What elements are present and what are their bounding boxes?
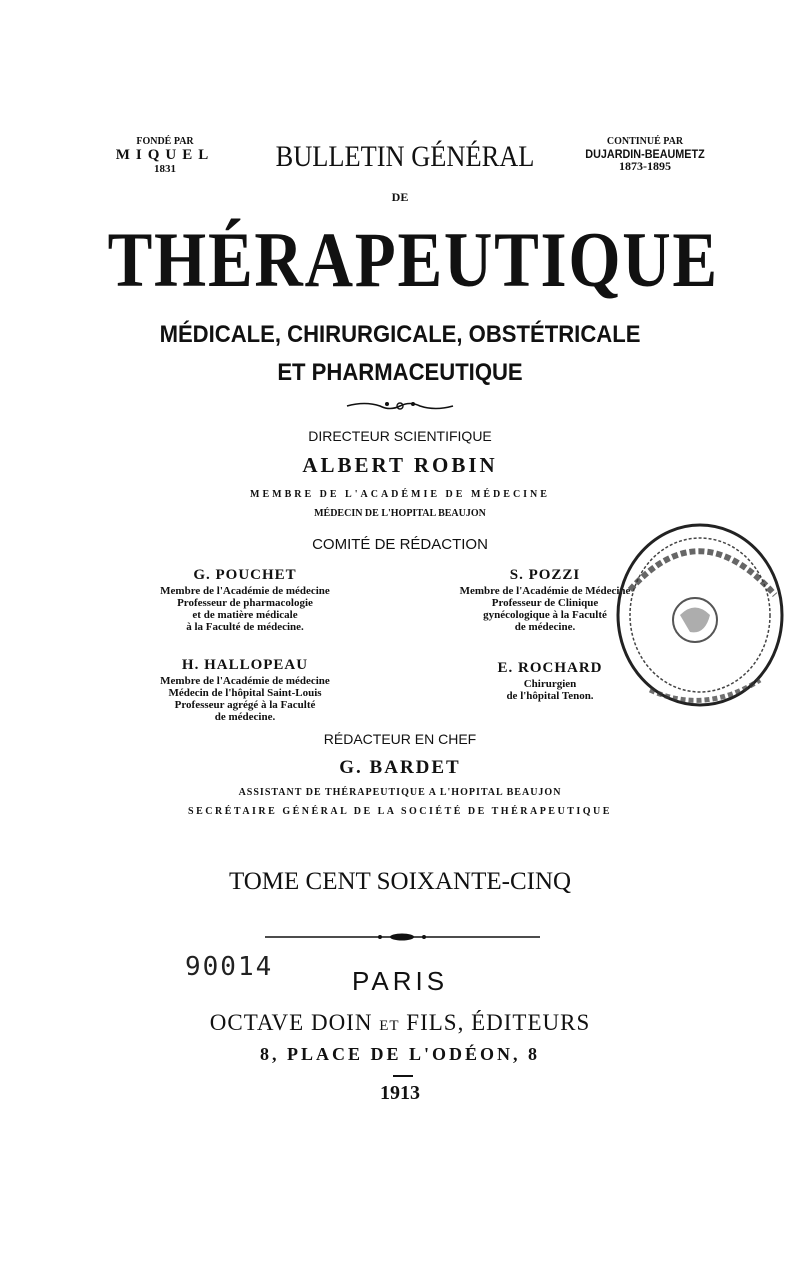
editor-name: G. BARDET: [339, 757, 461, 778]
main-title: THÉRAPEUTIQUE: [107, 216, 719, 303]
continued-block: [565, 136, 725, 172]
subtitle-line-2: ET PHARMACEUTIQUE: [277, 359, 523, 386]
member-line: Médecin de l'hôpital Saint-Louis: [168, 687, 322, 699]
imprint-year: 1913: [380, 1082, 420, 1104]
divider-rule: [265, 930, 540, 944]
director-name: ALBERT ROBIN: [302, 453, 498, 477]
founded-name: MIQUEL: [115, 147, 215, 163]
member-line: Membre de l'Académie de médecine: [160, 585, 330, 597]
member-line: de médecine.: [214, 711, 276, 723]
director-label: DIRECTEUR SCIENTIFIQUE: [308, 428, 492, 444]
member-pouchet: [135, 565, 355, 633]
shelf-number: 90014: [185, 952, 274, 982]
member-line: de l'hôpital Tenon.: [506, 690, 594, 702]
publisher-name-b: FILS, ÉDITEURS: [406, 1010, 591, 1035]
continued-label: CONTINUÉ PAR: [606, 136, 684, 147]
member-line: Chirurgien: [523, 678, 577, 690]
continued-name: DUJARDIN-BEAUMETZ: [585, 147, 705, 161]
volume-title: TOME CENT SOIXANTE-CINQ: [228, 868, 572, 895]
member-line: à la Faculté de médecine.: [186, 621, 304, 633]
library-stamp: [610, 520, 790, 710]
member-line: Professeur de Clinique: [491, 597, 599, 609]
continued-years: 1873-1895: [619, 159, 671, 173]
member-name: G. POUCHET: [193, 567, 297, 583]
member-line: Professeur agrégé à la Faculté: [174, 699, 316, 711]
imprint-publisher: [150, 1010, 650, 1036]
member-name: S. POZZI: [509, 567, 581, 583]
member-line: Membre de l'Académie de médecine: [160, 675, 330, 687]
founded-year: 1831: [154, 163, 176, 175]
member-line: Membre de l'Académie de Médecine: [459, 585, 631, 597]
imprint-city: PARIS: [351, 966, 449, 996]
member-line: gynécologique à la Faculté: [483, 609, 607, 621]
editor-line-1: ASSISTANT DE THÉRAPEUTIQUE A L'HOPITAL BEAUJON: [238, 787, 562, 798]
bulletin-title: BULLETIN GÉNÉRAL: [275, 140, 535, 173]
member-line: de médecine.: [514, 621, 576, 633]
publisher-name-a: OCTAVE DOIN: [209, 1010, 373, 1035]
member-line: et de matière médicale: [192, 609, 298, 621]
ornament-divider: [345, 398, 455, 414]
member-line: Professeur de pharmacologie: [177, 597, 313, 609]
director-line-2: MÉDECIN DE L'HOPITAL BEAUJON: [314, 508, 486, 519]
founded-block: [110, 136, 220, 175]
member-name: E. ROCHARD: [497, 660, 603, 676]
member-hallopeau: [135, 655, 355, 723]
member-rochard: [470, 658, 630, 702]
member-name: H. HALLOPEAU: [181, 657, 309, 673]
publisher-et: ET: [379, 1018, 400, 1034]
editor-line-2: SECRÉTAIRE GÉNÉRAL DE LA SOCIÉTÉ DE THÉRAPEUTIQUE: [188, 806, 612, 817]
short-rule: [393, 1075, 413, 1077]
editor-label: RÉDACTEUR EN CHEF: [323, 731, 477, 747]
subtitle-line-1: MÉDICALE, CHIRURGICALE, OBSTÉTRICALE: [159, 321, 641, 348]
committee-label: COMITÉ DE RÉDACTION: [312, 536, 488, 553]
founded-label: FONDÉ PAR: [136, 136, 194, 147]
imprint-address: 8, PLACE DE L'ODÉON, 8: [259, 1044, 541, 1064]
director-line-1: MEMBRE DE L'ACADÉMIE DE MÉDECINE: [250, 489, 550, 500]
de-word: DE: [391, 190, 409, 204]
